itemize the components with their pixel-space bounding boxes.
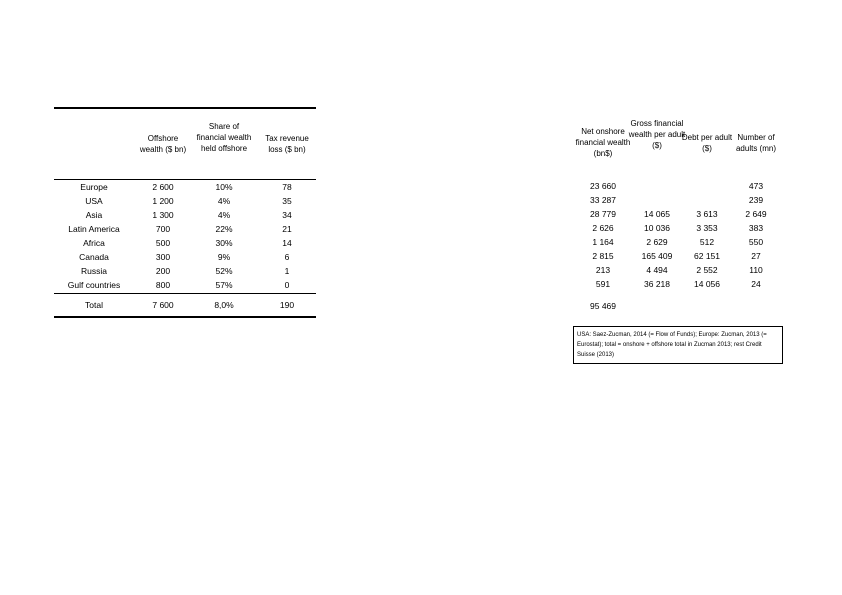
header-tax-revenue-loss: Tax revenue loss ($ bn) xyxy=(265,134,309,154)
offshore-cell: 800 xyxy=(155,280,171,290)
tax-cell: 14 xyxy=(282,238,292,248)
table-row xyxy=(54,194,316,208)
adults-cell: 2 649 xyxy=(745,209,767,219)
net-onshore-cell: 28 779 xyxy=(590,209,616,219)
tax-cell: 35 xyxy=(282,196,292,206)
share-cell: 10% xyxy=(215,182,233,192)
region-cell: Asia xyxy=(85,210,103,220)
header-net-onshore: Net onshore financial wealth (bn$) xyxy=(575,127,631,158)
table-row xyxy=(54,250,316,264)
adults-cell: 24 xyxy=(751,279,761,289)
offshore-cell: 500 xyxy=(155,238,171,248)
region-cell: USA xyxy=(85,196,103,206)
table-row xyxy=(54,180,316,194)
net-onshore-cell: 23 660 xyxy=(590,181,616,191)
total-net-onshore: 95 469 xyxy=(590,301,616,311)
gross-cell: 10 036 xyxy=(644,223,670,233)
offshore-cell: 1 200 xyxy=(152,196,174,206)
gross-cell: 2 629 xyxy=(646,237,668,247)
total-rule xyxy=(54,293,316,294)
table-bottom-rule xyxy=(54,316,316,318)
header-share-offshore: Share of financial wealth held offshore xyxy=(196,122,252,153)
net-onshore-cell: 2 626 xyxy=(592,223,614,233)
gross-cell: 36 218 xyxy=(644,279,670,289)
table-row xyxy=(54,236,316,250)
header-debt: Debt per adult ($) xyxy=(681,133,733,153)
region-cell: Gulf countries xyxy=(67,280,121,290)
offshore-cell: 300 xyxy=(155,252,171,262)
debt-cell: 2 552 xyxy=(696,265,718,275)
header-offshore-wealth: Offshore wealth ($ bn) xyxy=(139,134,187,154)
adults-cell: 239 xyxy=(748,195,764,205)
tax-cell: 1 xyxy=(284,266,290,276)
header-gross-wealth: Gross financial wealth per adult ($) xyxy=(628,119,686,150)
table-row xyxy=(54,222,316,236)
offshore-cell: 700 xyxy=(155,224,171,234)
debt-cell: 3 613 xyxy=(696,209,718,219)
adults-cell: 550 xyxy=(748,237,764,247)
gross-cell: 4 494 xyxy=(646,265,668,275)
header-adults: Number of adults (mn) xyxy=(735,133,776,153)
gross-cell: 14 065 xyxy=(644,209,670,219)
net-onshore-cell: 1 164 xyxy=(592,237,614,247)
share-cell: 22% xyxy=(215,224,233,234)
debt-cell: 512 xyxy=(699,237,715,247)
tax-cell: 34 xyxy=(282,210,292,220)
adults-cell: 27 xyxy=(751,251,761,261)
share-cell: 52% xyxy=(215,266,233,276)
table-row xyxy=(54,208,316,222)
offshore-cell: 2 600 xyxy=(152,182,174,192)
region-cell: Russia xyxy=(81,266,107,276)
tax-cell: 21 xyxy=(282,224,292,234)
region-cell: Latin America xyxy=(68,224,120,234)
total-row xyxy=(54,298,316,312)
offshore-wealth-table xyxy=(54,107,316,318)
net-onshore-cell: 2 815 xyxy=(592,251,614,261)
net-onshore-cell: 213 xyxy=(595,265,611,275)
total-tax: 190 xyxy=(279,300,295,310)
debt-cell: 3 353 xyxy=(696,223,718,233)
table-row xyxy=(54,278,316,292)
total-offshore: 7 600 xyxy=(152,300,174,310)
net-onshore-cell: 33 287 xyxy=(590,195,616,205)
region-cell: Canada xyxy=(79,252,109,262)
source-note: USA: Saez-Zucman, 2014 (= Flow of Funds); Europe: Zucman, 2013 (= Eurostat); total = onshore + offshore total in Zucman 2013; rest Credit Suisse (2013) xyxy=(573,326,783,364)
adults-cell: 473 xyxy=(748,181,764,191)
offshore-cell: 1 300 xyxy=(152,210,174,220)
tax-cell: 0 xyxy=(284,280,290,290)
share-cell: 4% xyxy=(217,210,231,220)
adults-cell: 383 xyxy=(748,223,764,233)
debt-cell: 14 056 xyxy=(694,279,720,289)
table-header xyxy=(54,109,316,179)
tax-cell: 6 xyxy=(284,252,290,262)
table-row xyxy=(54,264,316,278)
total-share: 8,0% xyxy=(214,300,234,310)
net-onshore-cell: 591 xyxy=(595,279,611,289)
debt-cell: 62 151 xyxy=(694,251,720,261)
tax-cell: 78 xyxy=(282,182,292,192)
adults-cell: 110 xyxy=(749,265,763,275)
region-cell: Europe xyxy=(80,182,108,192)
share-cell: 9% xyxy=(217,252,231,262)
share-cell: 4% xyxy=(217,196,231,206)
share-cell: 30% xyxy=(215,238,233,248)
gross-cell: 165 409 xyxy=(641,251,673,261)
total-label: Total xyxy=(85,300,103,310)
region-cell: Africa xyxy=(83,238,105,248)
offshore-cell: 200 xyxy=(155,266,171,276)
share-cell: 57% xyxy=(215,280,233,290)
